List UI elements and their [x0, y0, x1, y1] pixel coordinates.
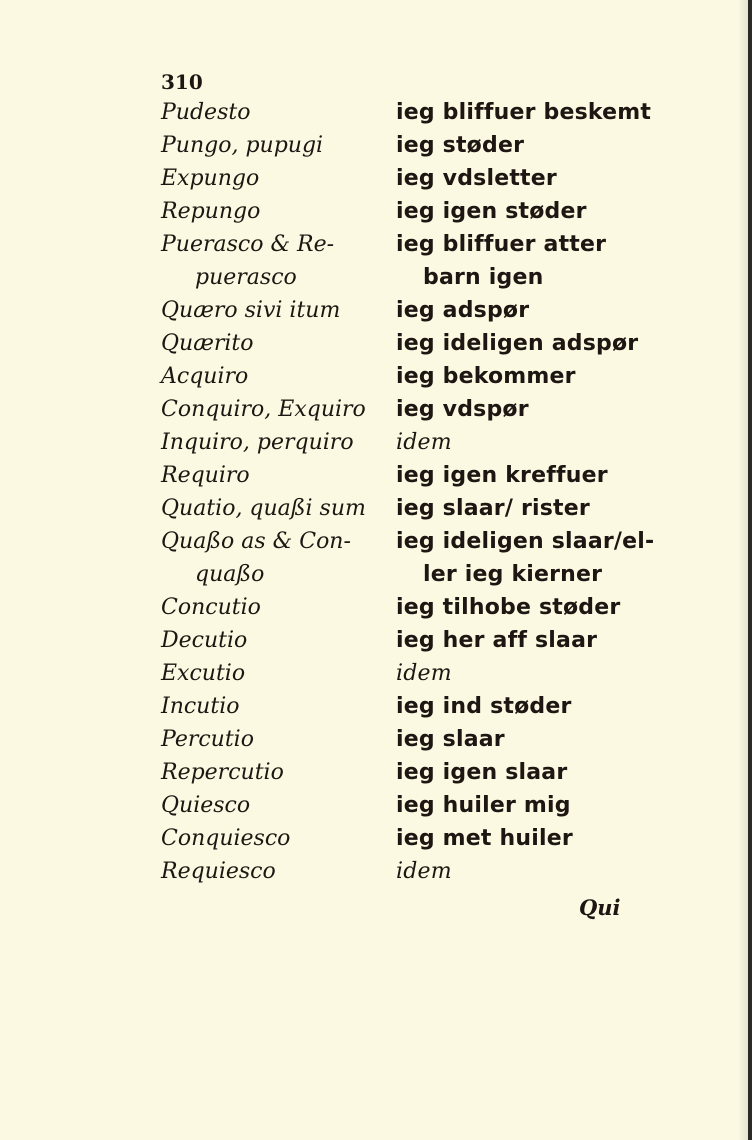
latin-term: Conquiro, Exquiro — [161, 397, 366, 422]
danish-translation: ieg igen kreffuer — [396, 463, 608, 488]
glossary-entry-continuation — [0, 558, 752, 591]
latin-term: Incutio — [161, 694, 240, 719]
glossary-entry — [0, 393, 752, 426]
glossary-entry — [0, 591, 752, 624]
glossary-entry — [0, 228, 752, 261]
glossary-entry — [0, 492, 752, 525]
glossary-entry — [0, 129, 752, 162]
danish-translation: ieg ideligen slaar/el- — [396, 529, 655, 554]
latin-term: Quaßo as & Con- — [161, 529, 351, 554]
danish-translation: barn igen — [423, 265, 544, 290]
danish-translation: ieg her aff slaar — [396, 628, 598, 653]
latin-term: Quæro sivi itum — [161, 298, 341, 323]
glossary-entry — [0, 756, 752, 789]
danish-translation: ieg slaar — [396, 727, 505, 752]
glossary-entry — [0, 657, 752, 690]
danish-translation: ieg bliffuer beskemt — [396, 100, 652, 125]
latin-term: Excutio — [161, 661, 246, 686]
danish-translation: ieg støder — [396, 133, 525, 158]
danish-translation: idem — [396, 859, 452, 884]
danish-translation: ieg ind støder — [396, 694, 572, 719]
glossary-entry — [0, 624, 752, 657]
latin-term: Concutio — [161, 595, 261, 620]
danish-translation: ieg adspør — [396, 298, 530, 323]
catchword: Qui — [579, 895, 621, 920]
latin-term: Pungo, pupugi — [161, 133, 324, 158]
danish-translation: ieg slaar/ rister — [396, 496, 590, 521]
latin-term: Requiro — [161, 463, 250, 488]
glossary-entry — [0, 789, 752, 822]
danish-translation: ieg met huiler — [396, 826, 573, 851]
glossary-entry — [0, 855, 752, 888]
glossary-entry — [0, 360, 752, 393]
latin-term: Acquiro — [161, 364, 249, 389]
danish-translation: ieg bliffuer atter — [396, 232, 607, 257]
page-number: 310 — [161, 70, 203, 94]
danish-translation: idem — [396, 661, 452, 686]
latin-term: Quiesco — [161, 793, 251, 818]
glossary-entry — [0, 294, 752, 327]
latin-term: Pudesto — [161, 100, 251, 125]
latin-term: puerasco — [195, 265, 297, 290]
latin-term: Puerasco & Re- — [161, 232, 335, 257]
danish-translation: ieg igen slaar — [396, 760, 568, 785]
glossary-entry — [0, 822, 752, 855]
latin-term: Decutio — [161, 628, 248, 653]
glossary-entry — [0, 426, 752, 459]
glossary-entry — [0, 195, 752, 228]
glossary-entries — [0, 96, 752, 888]
danish-translation: ieg vdspør — [396, 397, 529, 422]
danish-translation: ler ieg kierner — [423, 562, 603, 587]
danish-translation: ieg bekommer — [396, 364, 576, 389]
latin-term: Inquiro, perquiro — [161, 430, 354, 455]
glossary-entry — [0, 459, 752, 492]
danish-translation: ieg ideligen adspør — [396, 331, 639, 356]
glossary-entry — [0, 525, 752, 558]
latin-term: Quærito — [161, 331, 254, 356]
latin-term: Repungo — [161, 199, 261, 224]
latin-term: Conquiesco — [161, 826, 291, 851]
danish-translation: ieg huiler mig — [396, 793, 571, 818]
latin-term: Percutio — [161, 727, 254, 752]
glossary-entry — [0, 723, 752, 756]
glossary-entry — [0, 327, 752, 360]
glossary-entry — [0, 690, 752, 723]
latin-term: Requiesco — [161, 859, 276, 884]
latin-term: Expungo — [161, 166, 260, 191]
latin-term: quaßo — [195, 562, 265, 587]
latin-term: Quatio, quaßi sum — [161, 496, 366, 521]
danish-translation: ieg tilhobe støder — [396, 595, 621, 620]
danish-translation: ieg vdsletter — [396, 166, 557, 191]
glossary-entry-continuation — [0, 261, 752, 294]
glossary-entry — [0, 162, 752, 195]
glossary-entry — [0, 96, 752, 129]
danish-translation: idem — [396, 430, 452, 455]
danish-translation: ieg igen støder — [396, 199, 587, 224]
latin-term: Repercutio — [161, 760, 284, 785]
